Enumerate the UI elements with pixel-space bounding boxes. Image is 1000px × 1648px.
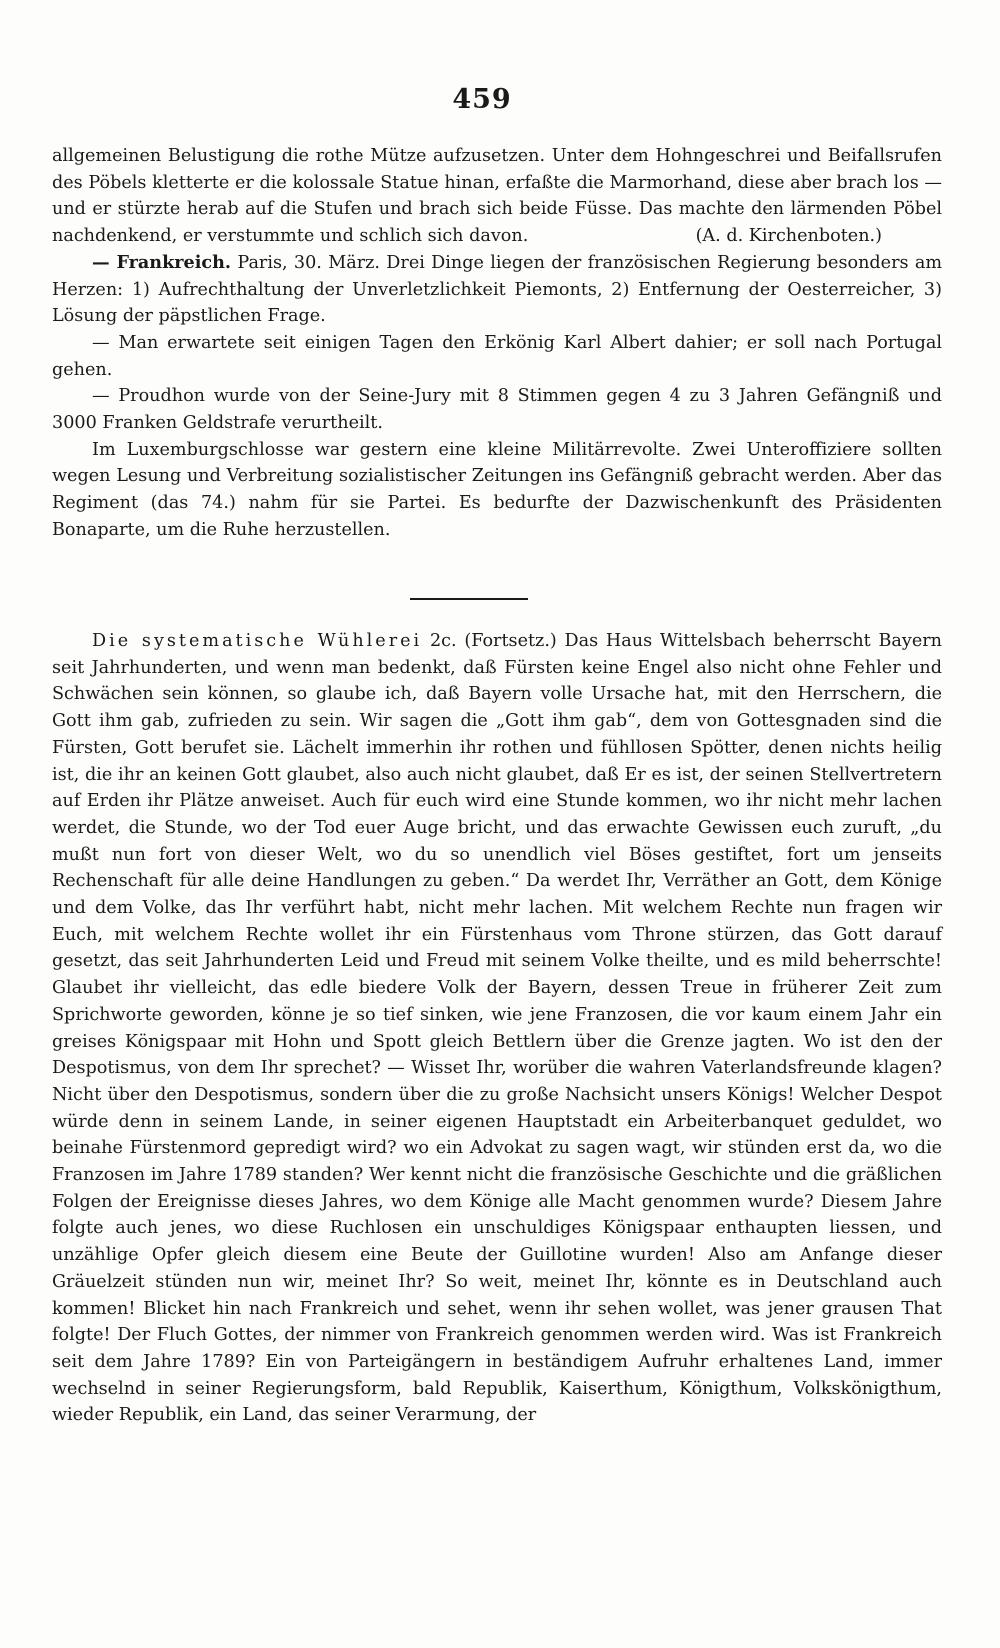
france-news-text: Paris, 30. März. Drei Dinge liegen der französischen Regierung besonders am Herzen: 1) Aufrechthaltung der Unverletzlichkeit Piemonts, 2) Entfernung der Oesterreicher, 3) Lösung der päpstlichen Frage. <box>52 252 943 327</box>
statue-report-text: allgemeinen Belustigung die rothe Mütze aufzusetzen. Unter dem Hohngeschrei und Beifallsrufen des Pöbels kletterte er die kolossale Statue hinan, erfaßte die Marmorhand, diese aber brach los — und er stürzte herab auf die Stufen und brach sich beide Füsse. Das machte den lärmenden Pöbel nachdenkend, er verstummte und schlich sich davon. <box>52 146 942 247</box>
paragraph-proudhon: — Proudhon wurde von der Seine-Jury mit 8 Stimmen gegen 4 zu 3 Jahren Gefängniß und 3000 Franken Geldstrafe verurtheilt. <box>52 386 942 434</box>
paragraph-france-news <box>52 250 942 330</box>
paragraph-karl-albert: — Man erwartete seit einigen Tagen den Erkönig Karl Albert dahier; er soll nach Portugal gehen. <box>52 332 942 380</box>
wuehlerei-text: 2c. (Fortsetz.) Das Haus Wittelsbach beherrscht Bayern seit Jahrhunderten, und wenn man bedenkt, daß Fürsten keine Engel also nicht ohne Fehler und Schwächen sein können, so glaube ich, daß Bayern volle Ursache hat, mit den Herrschern, die Gott ihm gab, zufrieden zu sein. Wir sagen die „Gott ihm gab“, dem von Gottesgnaden sind die Fürsten, Gott berufet sie. Lächelt immerhin ihr rothen und fühllosen Spötter, denen nichts heilig ist, die ihr an keinen Gott glaubet, also auch nicht glaubet, daß Er es ist, der seinen Stellvertretern auf Erden ihr Plätze anweiset. Auch für euch wird eine Stunde kommen, wo ihr nicht mehr lachen werdet, die Stunde, wo der Tod euer Auge bricht, und das erwachte Gewissen euch zuruft, „du mußt nun fort von dieser Welt, wo du so unendlich viel Böses gestiftet, fort um jenseits Rechenschaft für alle deine Handlungen zu geben.“ Da werdet Ihr, Verräther an Gott, dem Könige und dem Volke, das Ihr verführt habt, nicht mehr lachen. Mit welchem Rechte nun fragen wir Euch, mit welchem Rechte wollet ihr ein Fürstenhaus vom Throne stürzen, das Gott darauf gesetzt, das seit Jahrhunderten Leid und Freud mit seinem Volke theilte, und es mild beherrschte! Glaubet ihr vielleicht, das edle biedere Volk der Bayern, dessen Treue in früherer Zeit zum Sprichworte geworden, könne je so tief sinken, wie jene Franzosen, die vor kaum einem Jahr ein greises Königspaar mit Hohn und Spott gleich Bettlern über die Grenze jagten. Wo ist den der Despotismus, von dem Ihr sprechet? — Wisset Ihr, worüber die wahren Vaterlandsfreunde klagen? Nicht über den Despotismus, sondern über die zu große Nachsicht unsers Königs! Welcher Despot würde denn in seinem Lande, in seiner eigenen Hauptstadt ein Arbeiterbanquet geduldet, wo beinahe Fürstenmord gepredigt wird? wo ein Advokat zu sagen wagt, wir stünden erst da, wo die Franzosen im Jahre 1789 standen? Wer kennt nicht die französische Geschichte und die gräßlichen Folgen der Ereignisse dieses Jahres, wo dem Könige alle Macht genommen wurde? Diesem Jahre folgte auch jenes, wo diese Ruchlosen ein unschuldiges Königspaar enthaupten liessen, und unzählige Opfer gleich diesem eine Beute der Guillotine wurden! Also am Anfange dieser Gräuelzeit stünden nun wir, meinet Ihr? So weit, meinet Ihr, könnte es in Deutschland auch kommen! Blicket hin nach Frankreich und sehet, wenn ihr sehen wollet, was jener grausen That folgte! Der Fluch Gottes, der nimmer von Frankreich genommen werden wird. Was ist Frankreich seit dem Jahre 1789? Ein von Parteigängern in beständigem Aufruhr erhaltenes Land, immer wechselnd in seiner Regierungsform, bald Republik, Kaiserthum, Königthum, Volkskönigthum, wieder Republik, ein Land, das seiner Verarmung, der <box>52 631 943 1426</box>
news-column-bottom <box>52 628 942 1429</box>
page-number: 459 <box>452 84 512 115</box>
news-column-top <box>52 143 942 544</box>
paragraph-statue-report <box>52 143 942 250</box>
section-divider <box>410 598 528 600</box>
article-title: Die systematische Wühlerei <box>92 631 423 651</box>
section-heading-france: — Frankreich. <box>92 251 232 273</box>
source-attribution: (A. d. Kirchenboten.) <box>695 226 882 247</box>
paragraph-wuehlerei <box>52 628 942 1429</box>
paragraph-military-revolt: Im Luxemburgschlosse war gestern eine kleine Militärrevolte. Zwei Unteroffiziere sollten wegen Lesung und Verbreitung sozialistischer Zeitungen ins Gefängniß gebracht werden. Aber das Regiment (das 74.) nahm für sie Partei. Es bedurfte der Dazwischenkunft des Präsidenten Bonaparte, um die Ruhe herzustellen. <box>52 439 942 540</box>
